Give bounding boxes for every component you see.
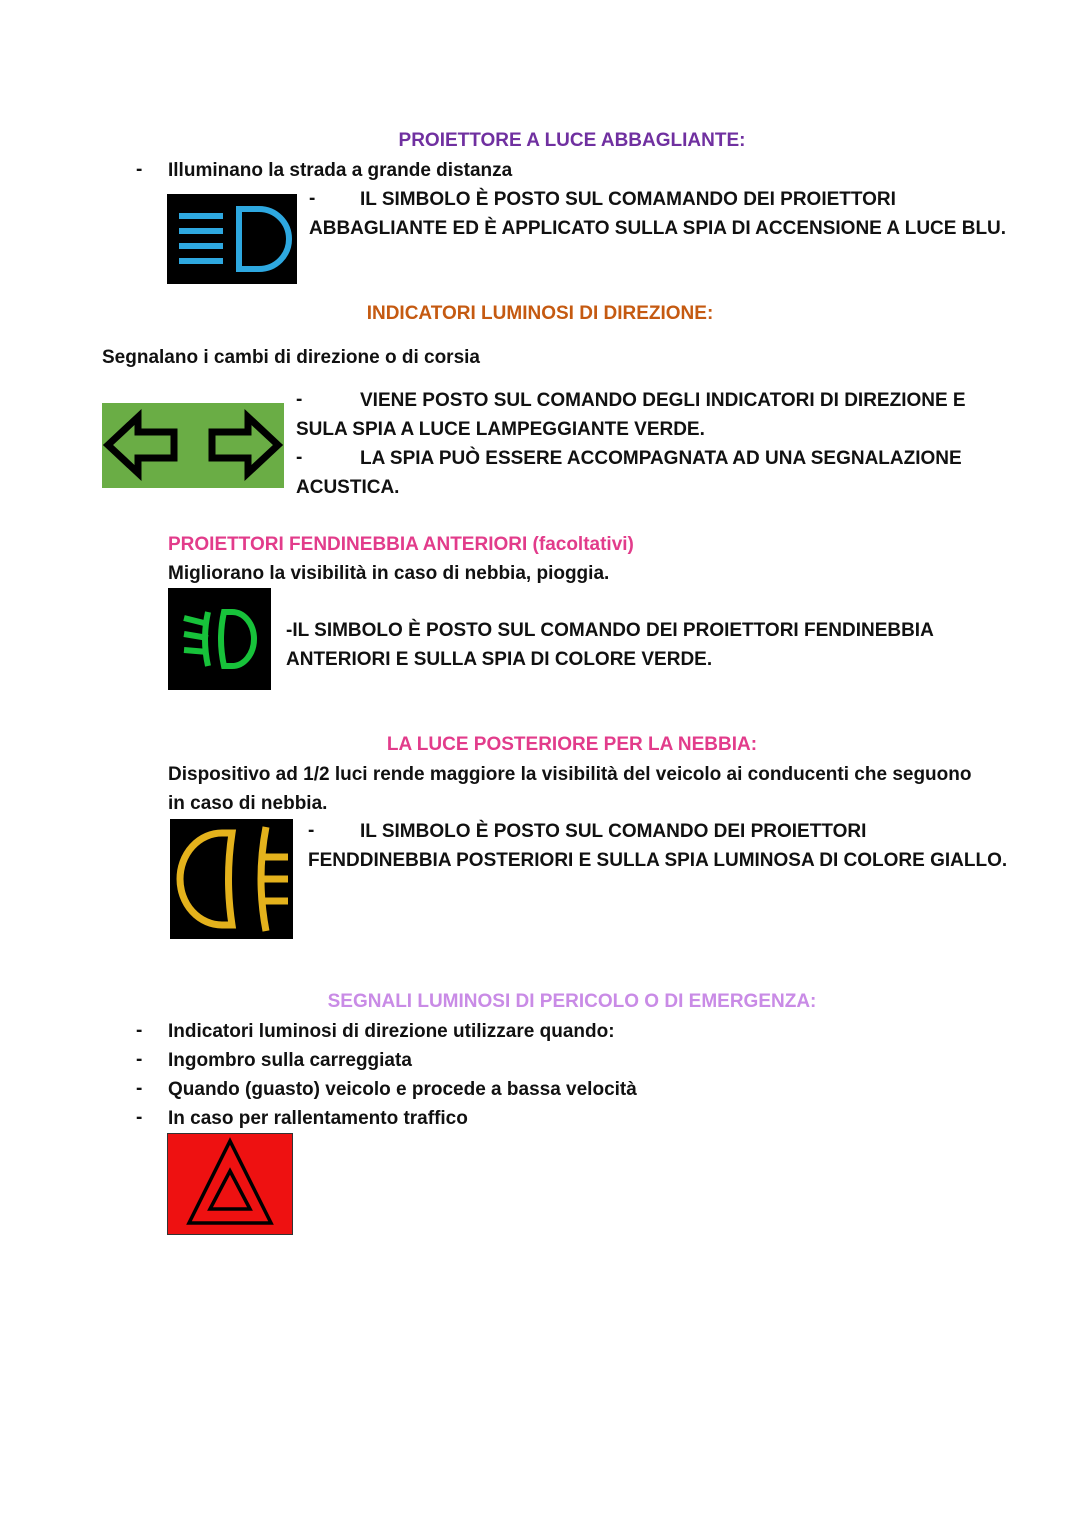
section3-desc-text: IL SIMBOLO È POSTO SUL COMANDO DEI PROIETTORI FENDINEBBIA (292, 620, 934, 641)
section5-bullet: In caso per rallentamento traffico (168, 1108, 468, 1129)
section4-intro-line1: Dispositivo ad 1/2 luci rende maggiore la visibilità del veicolo ai conducenti che seguono (168, 764, 972, 785)
section5-bullet: Indicatori luminosi di direzione utilizzare quando: (168, 1021, 615, 1042)
section5-title: SEGNALI LUMINOSI DI PERICOLO O DI EMERGENZA: (327, 991, 817, 1012)
front-fog-light-icon (168, 588, 271, 690)
desc-dash: - (309, 188, 316, 209)
section2-title: INDICATORI LUMINOSI DI DIREZIONE: (366, 303, 714, 324)
section2-item1-line2: SULA SPIA A LUCE LAMPEGGIANTE VERDE. (296, 419, 705, 440)
section1-title: PROIETTORE A LUCE ABBAGLIANTE: (398, 130, 746, 151)
section4-desc-line1: IL SIMBOLO È POSTO SUL COMANDO DEI PROIETTORI (360, 821, 867, 842)
section1-desc-line2: ABBAGLIANTE ED È APPLICATO SULLA SPIA DI ACCENSIONE A LUCE BLU. (309, 218, 1007, 239)
hazard-warning-icon (167, 1133, 293, 1235)
section4-intro-line2: in caso di nebbia. (168, 793, 328, 814)
section3-intro: Migliorano la visibilità in caso di nebbia, pioggia. (168, 563, 610, 584)
high-beam-icon (167, 194, 297, 284)
section5-bullet: Ingombro sulla carreggiata (168, 1050, 412, 1071)
bullet-dash: - (136, 1107, 143, 1128)
section1-bullet: Illuminano la strada a grande distanza (168, 160, 513, 181)
section4-desc-line2: FENDDINEBBIA POSTERIORI E SULLA SPIA LUMINOSA DI COLORE GIALLO. (308, 850, 1008, 871)
section3-desc-line1 (286, 616, 934, 645)
section2-item1-line1: VIENE POSTO SUL COMANDO DEGLI INDICATORI DI DIREZIONE E (360, 390, 966, 411)
item-dash: - (296, 389, 303, 410)
section1-desc-line1: IL SIMBOLO È POSTO SUL COMAMANDO DEI PROIETTORI (360, 189, 896, 210)
bullet-dash: - (136, 1078, 143, 1099)
bullet-dash: - (136, 1020, 143, 1041)
rear-fog-light-icon (170, 819, 293, 939)
section2-intro: Segnalano i cambi di direzione o di corsia (102, 347, 480, 368)
section2-item2-line2: ACUSTICA. (296, 477, 400, 498)
section3-desc-line2: ANTERIORI E SULLA SPIA DI COLORE VERDE. (286, 649, 713, 670)
desc-dash: - (308, 820, 315, 841)
section3-title: PROIETTORI FENDINEBBIA ANTERIORI (facoltativi) (168, 534, 634, 555)
section4-title: LA LUCE POSTERIORE PER LA NEBBIA: (386, 734, 758, 755)
bullet-dash: - (136, 159, 143, 180)
bullet-dash: - (136, 1049, 143, 1070)
item-dash: - (296, 447, 303, 468)
desc-dash: - (286, 620, 293, 641)
section5-bullet: Quando (guasto) veicolo e procede a bassa velocità (168, 1079, 637, 1100)
turn-signal-icon (102, 403, 284, 488)
section2-item2-line1: LA SPIA PUÒ ESSERE ACCOMPAGNATA AD UNA SEGNALAZIONE (360, 448, 962, 469)
